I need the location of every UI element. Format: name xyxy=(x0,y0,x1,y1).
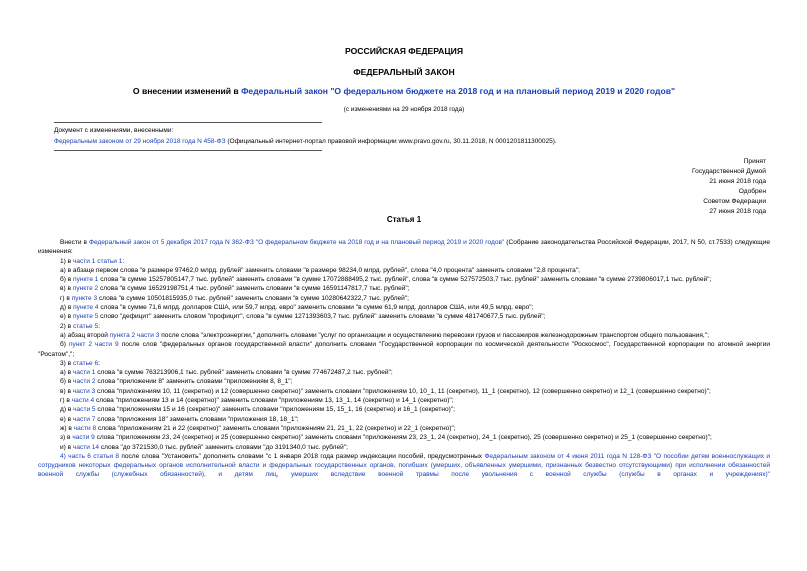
text: г) в xyxy=(60,397,72,405)
text: слова "приложениям 15 и 16 (секретно)" заменить словами "приложениям 15, 15_1, 16 (секретно) и 16_1 (секретно)"; xyxy=(95,406,456,414)
text: слово "дефицит" заменить словом "профицит", слова "в сумме 1271393603,7 тыс. рублей" заменить словами "в сумме 481740677,5 тыс. рублей"; xyxy=(98,313,546,321)
paragraph xyxy=(38,368,770,377)
paragraph xyxy=(38,284,770,293)
acceptance-line: Принят xyxy=(743,158,766,165)
reference-link[interactable]: части 2 xyxy=(73,378,96,386)
text: слова "приложениям 13 и 14 (секретно)" заменить словами "приложениям 13, 13_1, 14 (секретно) и 14_1 (секретно)"; xyxy=(94,397,454,405)
text: ж) в xyxy=(60,424,74,432)
reference-link[interactable]: части 3 xyxy=(72,387,96,395)
text: Внести в xyxy=(60,239,89,246)
paragraph xyxy=(38,433,770,442)
text: слова "в сумме 16529198751,4 тыс. рублей" заменить словами "в сумме 16591147817,7 тыс. рублей"; xyxy=(98,285,410,293)
text: 3) в xyxy=(60,359,73,367)
paragraph xyxy=(38,415,770,424)
text: : xyxy=(122,257,125,265)
text: слова "в сумме 763213906,1 тыс. рублей" заменить словами "в сумме 774672487,2 тыс. рублей"; xyxy=(95,369,393,377)
text: е) в xyxy=(60,415,73,423)
text: б) xyxy=(60,341,69,349)
paragraph xyxy=(38,294,770,303)
paragraph xyxy=(38,359,770,368)
text: в) в xyxy=(60,285,73,293)
text: д) в xyxy=(60,304,74,312)
reference-link[interactable]: Федеральным законом от 4 июня 2011 года N 128-ФЗ "О пособии детям военнослужащих и сотрудников некоторых федеральных органов исполнительной власти и федеральных государственных органов, погибших (умерших, объявленных умершими, признанных безвестно отсутствующими) при исполнении обязанностей военной службы (служебных обязанностей), и детям лиц, умерших вследствие военной травмы после увольнения с военной службы (службы в органах и учреждениях)" xyxy=(38,452,770,479)
text: слова "приложения 18" заменить словами "приложения 18, 18_1"; xyxy=(95,415,299,423)
text: : xyxy=(98,359,100,367)
paragraph xyxy=(38,405,770,414)
paragraph xyxy=(38,396,770,405)
paragraph xyxy=(38,322,770,331)
text: з) в xyxy=(60,434,73,442)
article-body xyxy=(38,238,770,480)
reference-link[interactable]: пункте 3 xyxy=(71,294,98,302)
text: в) в xyxy=(60,387,73,395)
text: после слов "федеральных органов государственной власти" дополнить словами "Государственной корпорации по космической деятельности "Роскосмос", Государственной корпорации по атомной энергии "Росатом","; xyxy=(38,341,771,358)
text: слова "приложениям 10, 11 (секретно) и 12 (совершенно секретно)" заменить словами "приложениям 10, 10_1, 11 (секретно), 11_1 (секретно), 12 (совершенно секретно) и 12_1 (совершенно секретно)"; xyxy=(95,387,711,395)
paragraph xyxy=(38,340,770,359)
law-title xyxy=(38,86,770,96)
text: и) в xyxy=(60,443,73,451)
paragraph xyxy=(38,443,770,452)
paragraph xyxy=(38,275,770,284)
paragraph xyxy=(38,387,770,396)
text: а) в xyxy=(60,369,73,377)
divider-bottom xyxy=(54,150,322,151)
text: слова "приложениям 21 и 22 (секретно)" заменить словами "приложениям 21, 21_1, 22 (секретно) и 22_1 (секретно)"; xyxy=(96,424,456,432)
reference-link[interactable]: пункте 4 xyxy=(73,304,99,312)
acceptance-line: 27 июня 2018 года xyxy=(709,208,766,216)
text: 2) в xyxy=(60,322,73,330)
article-title: Статья 1 xyxy=(386,215,422,224)
text: после слова "электроэнергии," дополнить словами "услуг по организации и осуществлению перевозки грузов и пассажиров железнодорожным транспортом общего пользования,"; xyxy=(159,331,709,339)
reference-link[interactable]: пункте 5 xyxy=(72,313,99,321)
amendments-source: (Официальный интернет-портал правовой информации www.pravo.gov.ru, 30.11.2018, N 0001201811300025). xyxy=(225,138,557,145)
amending-law-link[interactable]: Федеральным законом от 29 ноября 2018 года N 458-ФЗ xyxy=(54,138,226,145)
text: после слова "Установить" дополнить словами "с 1 января 2018 года размер индексации пособий, предусмотренных xyxy=(118,452,485,460)
reference-link[interactable]: пункт 2 части 9 xyxy=(68,341,119,349)
amendments-caption: Документ с изменениями, внесенными: xyxy=(54,127,174,134)
revision-note: (с изменениями на 29 ноября 2018 года) xyxy=(343,106,465,113)
doc-type-heading: ФЕДЕРАЛЬНЫЙ ЗАКОН xyxy=(353,67,455,77)
reference-link[interactable]: пункта 2 части 3 xyxy=(109,331,160,339)
amendments-line xyxy=(54,138,557,145)
reference-link[interactable]: статье 6 xyxy=(72,359,99,367)
reference-link[interactable]: пункте 2 xyxy=(72,285,99,293)
text: е) в xyxy=(60,313,73,321)
text: б) в xyxy=(60,276,74,284)
text: а) абзац второй xyxy=(60,331,110,339)
paragraph-intro xyxy=(38,238,770,257)
text: слова "приложениям 23, 24 (секретно) и 25 (совершенно секретно)" заменить словами "приложениям 23, 23_1, 24 (секретно), 24_1 (секретно), 25 (совершенно секретно) и 25_1 (совершенно секретно)"; xyxy=(94,434,712,442)
reference-link[interactable]: части 7 xyxy=(72,415,96,423)
reference-link[interactable]: 4) часть 6 статьи 8 xyxy=(60,452,119,460)
reference-link[interactable]: части 1 xyxy=(72,369,96,377)
reference-link[interactable]: части 9 xyxy=(72,434,95,442)
text: (Собрание законодательства Российской Федерации, 2017, N 50, ст.7533) следующие изменения: xyxy=(38,239,770,256)
paragraph: а) в абзаце первом слова "в размере 97462,0 млрд. рублей" заменить словами "в размере 98234,0 млрд. рублей", слова "4,0 процента" заменить словами "2,8 процента"; xyxy=(60,266,580,274)
acceptance-line: 21 июня 2018 года xyxy=(709,178,766,186)
reference-link[interactable]: статье 5 xyxy=(72,322,99,330)
amended-law-link[interactable]: Федеральный закон от 5 декабря 2017 года N 362-ФЗ "О федеральном бюджете на 2018 год и на плановый период 2019 и 2020 годов" xyxy=(89,239,505,246)
text: слова "приложении 8" заменить словами "приложениям 8, 8_1"; xyxy=(95,378,293,386)
acceptance-block xyxy=(692,157,766,218)
text: слова "до 3721530,0 тыс. рублей" заменить словами "до 3191340,0 тыс. рублей"; xyxy=(99,443,348,451)
text: слова "в сумме 10501815935,0 тыс. рублей" заменить словами "в сумме 10280642322,7 тыс. рублей"; xyxy=(97,294,409,302)
text: слова "в сумме 15257805147,7 тыс. рублей" заменить словами "в сумме 17072888495,2 тыс. рублей", слова "в сумме 527572503,7 тыс. рублей" заменить словами "в сумме 2739806017,1 тыс. рублей"; xyxy=(98,276,712,284)
reference-link[interactable]: части 14 xyxy=(72,443,100,451)
paragraph xyxy=(38,452,770,480)
text: б) в xyxy=(60,378,74,386)
reference-link[interactable]: части 1 статьи 1 xyxy=(72,257,123,265)
text: : xyxy=(98,322,100,330)
paragraph xyxy=(38,377,770,386)
state-heading: РОССИЙСКАЯ ФЕДЕРАЦИЯ xyxy=(344,46,464,56)
text: д) в xyxy=(60,406,74,414)
reference-link[interactable]: пункте 1 xyxy=(73,276,99,284)
acceptance-line: Одобрен xyxy=(738,188,766,196)
paragraph xyxy=(38,303,770,312)
reference-link[interactable]: части 4 xyxy=(71,397,95,405)
acceptance-line: Государственной Думой xyxy=(692,168,766,176)
text: г) в xyxy=(60,294,72,302)
text: 1) в xyxy=(60,257,73,265)
law-title-link[interactable]: Федеральный закон "О федеральном бюджете на 2018 год и на плановый период 2019 и 2020 годов" xyxy=(241,86,676,96)
paragraph xyxy=(38,424,770,433)
paragraph xyxy=(38,312,770,321)
reference-link[interactable]: части 5 xyxy=(73,406,96,414)
acceptance-line: Советом Федерации xyxy=(703,198,766,206)
law-title-prefix: О внесении изменений в xyxy=(132,86,242,96)
text: слова "в сумме 71,6 млрд. долларов США, или 59,7 млрд. евро" заменить словами "в сумме 61,9 млрд. долларов США, или 49,5 млрд. евро"; xyxy=(98,304,534,312)
paragraph xyxy=(38,257,770,266)
reference-link[interactable]: части 8 xyxy=(73,424,97,432)
paragraph xyxy=(38,331,770,340)
divider-top xyxy=(54,122,322,123)
